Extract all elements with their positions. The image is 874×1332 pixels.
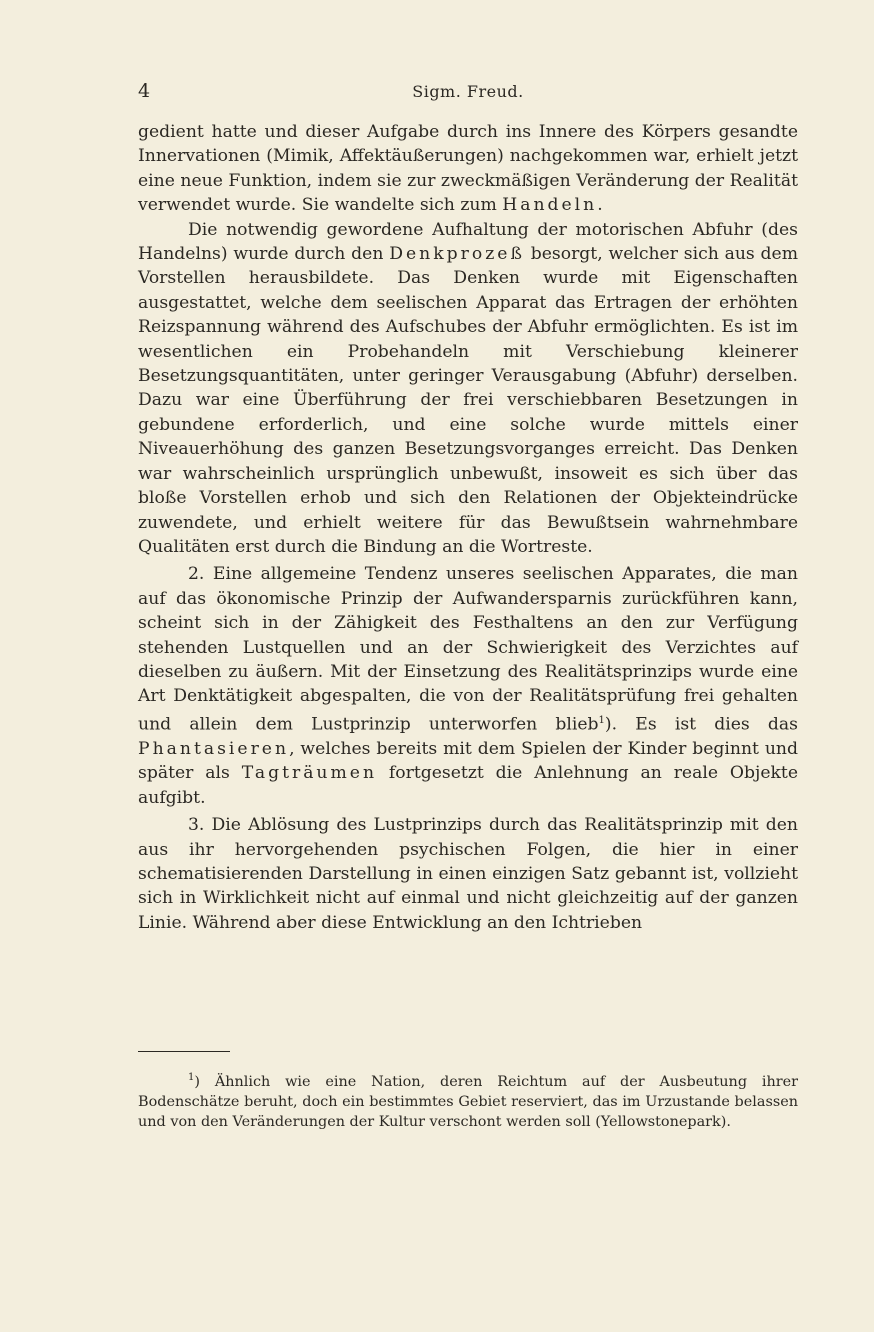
footnote-text: ) Ähnlich wie eine Nation, deren Reichtum auf der Ausbeutung ihrer Bodenschätze beruht, doch ein bestimmtes Gebiet reserviert, das im Urzustande belassen und von den Veränderungen der Kultur verschont werden soll (Yellowstonepark). (138, 1073, 798, 1131)
paragraph-2-text-c: besorgt, welcher sich aus dem Vorstellen herausbildete. Das Denken wurde mit Eigenschaften ausgestattet, welche dem seelischen Apparat das Ertragen der erhöhten Reizspannung während des Aufschubes der Abfuhr ermöglichten. Es ist im wesentlichen ein Probehandeln mit Verschiebung kleinerer Besetzungsquantitäten, unter geringer Verausgabung (Abfuhr) derselben. Dazu war eine Überführung der frei verschiebbaren Besetzungen in gebundene erforderlich, und eine solche wurde mittels einer Niveauerhöhung des ganzen Besetzungsvorganges erreicht. Das Denken war wahrscheinlich ursprünglich unbewußt, insoweit es sich über das bloße Vorstellen erhob und sich den Relationen der Objekteindrücke zuwendete, und erhielt weitere für das Bewußtsein wahrnehmbare Qualitäten erst durch die Bindung an die Wortreste. (138, 244, 798, 557)
page-header (138, 80, 798, 110)
footnote-ref: 1 (598, 714, 605, 726)
paragraph-1-text-a: gedient hatte und dieser Aufgabe durch ins Innere des Körpers gesandte Innervationen (Mimik, Affektäußerungen) nachgekommen war, erhielt jetzt eine neue Funktion, indem sie zur zweckmäßigen Veränderung der Realität verwendet wurde. Sie wandelte sich zum (138, 122, 798, 216)
paragraph-3-text-b: ). Es ist dies das (604, 714, 798, 735)
footnote (138, 1068, 798, 1132)
page-number: 4 (138, 80, 151, 102)
footnote-divider (138, 1051, 230, 1052)
paragraph-2 (138, 218, 798, 560)
paragraph-1-text-c: . (597, 195, 603, 216)
paragraph-1 (138, 120, 798, 218)
paragraph-3-text-d: , welches bereits mit dem Spielen der Kinder beginnt und später als (138, 738, 798, 784)
paragraph-2-text-a: Die notwendig gewordene Aufhaltung der motorischen Abfuhr (des Handelns) wurde durch den (138, 219, 798, 265)
body-text (138, 120, 798, 935)
paragraph-3-text-a: 2. Eine allgemeine Tendenz unseres seelischen Apparates, die man auf das ökonomische Prinzip der Aufwandersparnis zurückführen kann, scheint sich in der Zähigkeit des Festhaltens an den zur Verfügung stehenden Lustquellen und an der Schwierigkeit des Verzichtes auf dieselben zu äußern. Mit der Einsetzung des Realitätsprinzips wurde eine Art Denktätigkeit abgespalten, die von der Realitätsprüfung frei gehalten und allein dem Lustprinzip unterworfen blieb (138, 564, 798, 735)
emphasis-denkprozess: Denkprozeß (389, 244, 525, 265)
running-head: Sigm. Freud. (412, 82, 524, 101)
footnote-paragraph (138, 1068, 798, 1132)
emphasis-handeln: Handeln (502, 195, 598, 216)
emphasis-phantasieren: Phantasieren (138, 738, 290, 759)
emphasis-tagtraeumen: Tagträumen (241, 763, 378, 784)
paragraph-3 (138, 562, 798, 810)
paragraph-4: 3. Die Ablösung des Lustprinzips durch das Realitätsprinzip mit den aus ihr hervorgehenden psychischen Folgen, die hier in einer schematisierenden Darstellung in einen einzigen Satz gebannt ist, vollzieht sich in Wirklichkeit nicht auf einmal und nicht gleichzeitig auf der ganzen Linie. Während aber diese Entwicklung an den Ichtrieben (138, 815, 798, 933)
paragraph-3-text-f: fortgesetzt die Anlehnung an reale Objekte aufgibt. (138, 763, 798, 808)
footnote-marker: 1 (188, 1072, 195, 1083)
